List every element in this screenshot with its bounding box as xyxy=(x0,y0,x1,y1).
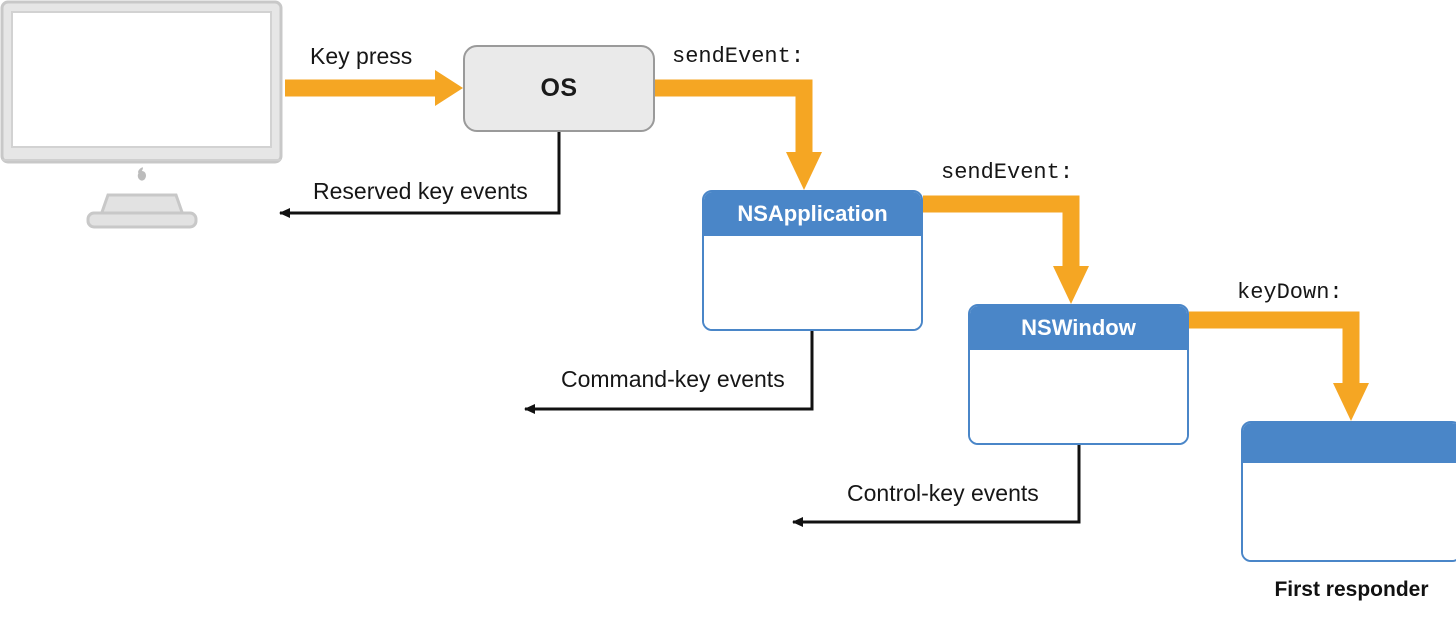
node-first-responder-caption: First responder xyxy=(1274,578,1429,601)
arrow-send-event-to-window xyxy=(923,204,1089,304)
node-first-responder-body xyxy=(1243,463,1456,560)
node-os xyxy=(463,45,655,132)
edge-label-send-event-to-app: sendEvent: xyxy=(672,44,805,69)
node-os-label: OS xyxy=(540,74,578,102)
edge-label-key-press: Key press xyxy=(310,43,413,69)
node-nswindow-body xyxy=(970,350,1187,443)
edge-label-send-event-to-window: sendEvent: xyxy=(941,160,1074,185)
node-first-responder-label xyxy=(1243,423,1456,463)
node-nswindow xyxy=(968,304,1189,445)
edge-label-command-key-events: Command-key events xyxy=(561,366,785,392)
edge-label-key-down: keyDown: xyxy=(1237,280,1343,305)
node-nswindow-label: NSWindow xyxy=(970,306,1187,350)
node-first-responder xyxy=(1241,421,1456,562)
arrow-key-press xyxy=(285,70,463,106)
node-nsapplication xyxy=(702,190,923,331)
node-nsapplication-label: NSApplication xyxy=(704,192,921,236)
arrow-key-down-to-responder xyxy=(1189,320,1369,421)
edge-label-control-key-events: Control-key events xyxy=(847,480,1039,506)
edge-label-reserved-key-events: Reserved key events xyxy=(313,178,528,204)
node-nsapplication-body xyxy=(704,236,921,329)
arrow-send-event-to-app xyxy=(655,88,822,190)
